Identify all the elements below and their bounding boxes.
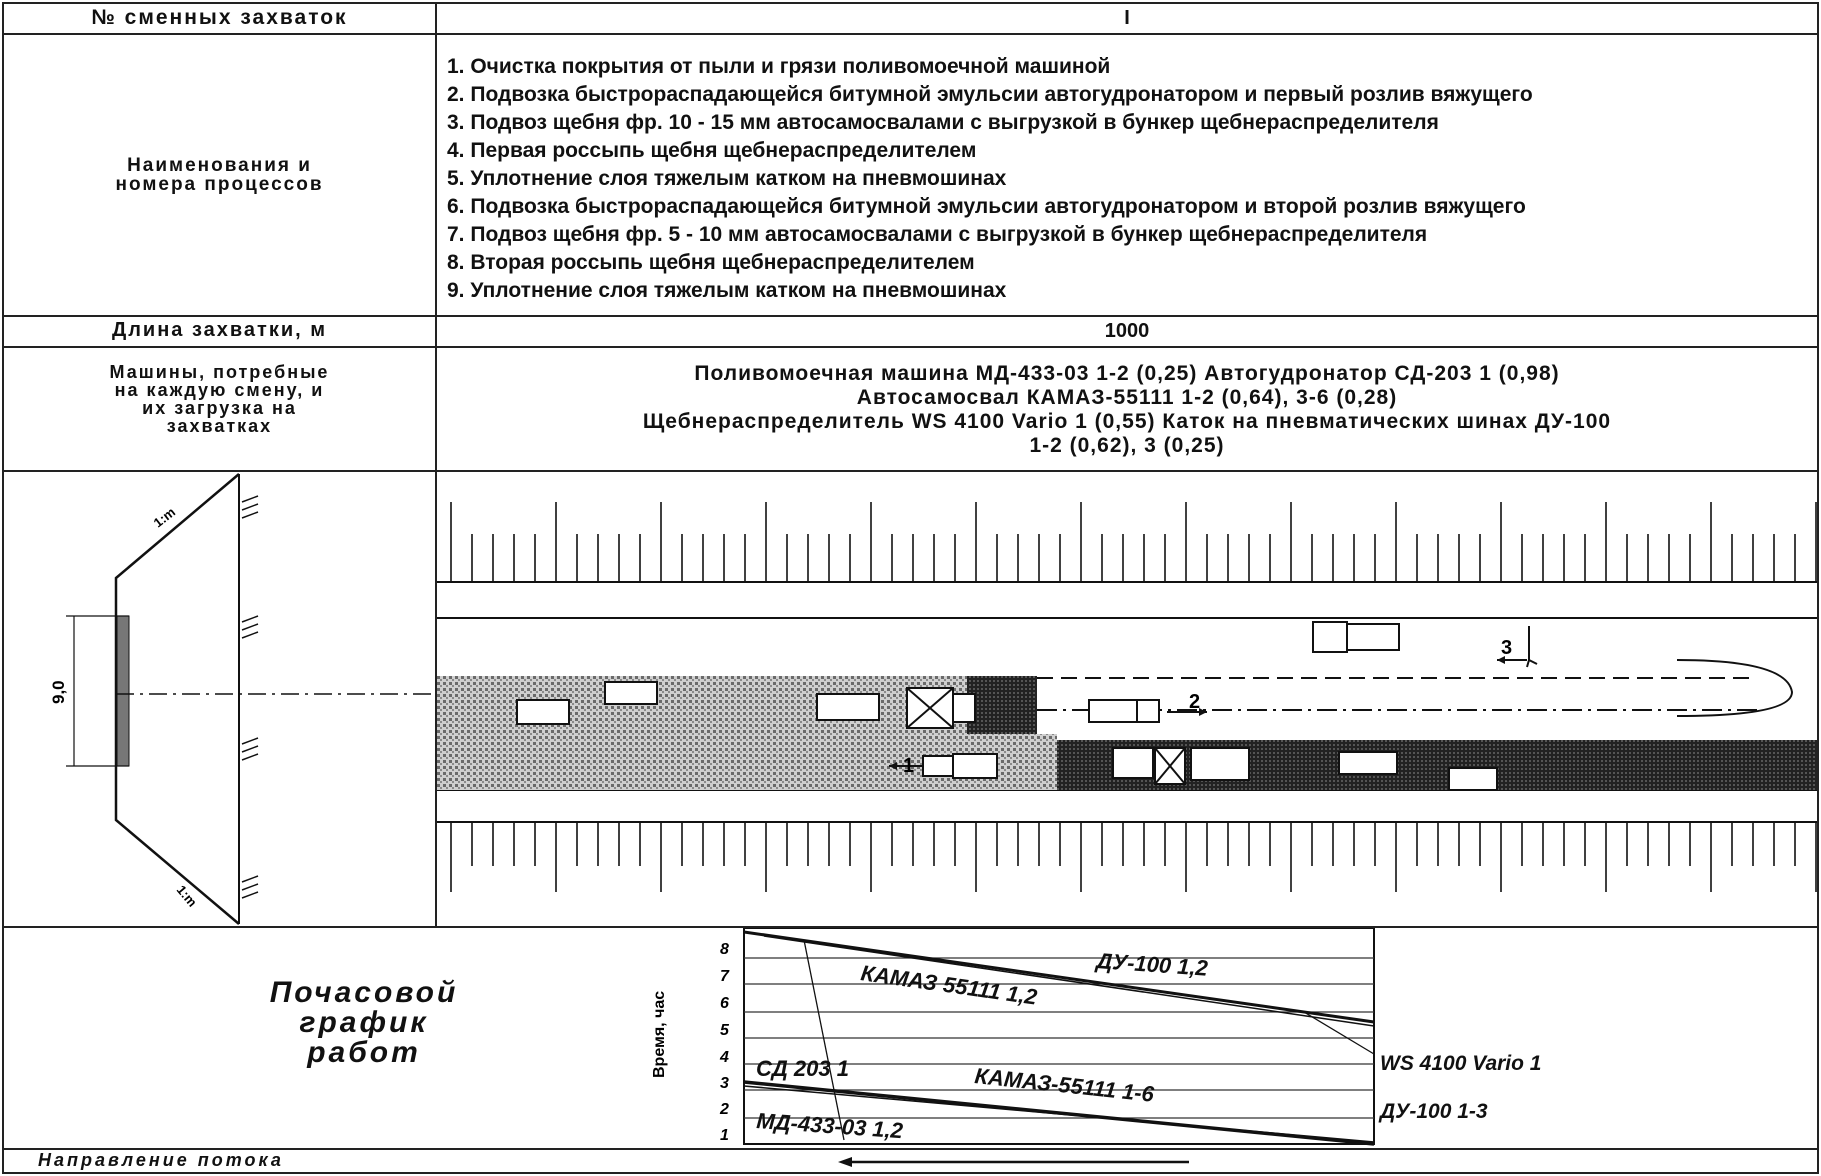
road-plan-diagram [437, 472, 1817, 926]
section-length-value: 1000 [437, 317, 1819, 348]
processes-label-line-1: Наименования и [127, 155, 312, 176]
technological-map [2, 2, 1819, 1174]
y-tick: 3 [720, 1075, 729, 1092]
process-item: 5. Уплотнение слоя тяжелым катком на пневмошинах [447, 167, 1007, 190]
pavement-layer [117, 616, 129, 766]
y-tick: 6 [720, 995, 729, 1012]
process-item: 9. Уплотнение слоя тяжелым катком на пневмошинах [447, 279, 1007, 302]
machines-line: 1-2 (0,62), 3 (0,25) [1029, 434, 1225, 457]
section-length-label: Длина захватки, м [2, 317, 437, 348]
schedule-chart [4, 928, 1817, 1148]
machines-line: Щебнераспределитель WS 4100 Vario 1 (0,55) Каток на пневматических шинах ДУ-100 [642, 410, 1612, 433]
machines-label-line: на каждую смену, и [114, 380, 325, 400]
machines-line: Автосамосвал КАМАЗ-55111 1-2 (0,64), 3-6 (0,28) [856, 386, 1398, 409]
cross-section-cell [2, 472, 437, 928]
process-item: 6. Подвозка быстрораспадающейся битумной эмульсии автогудронатором и второй розлив вяжущего [447, 195, 1526, 218]
arrow-3-label: 3 [1501, 637, 1513, 659]
processes-label [2, 35, 437, 317]
y-tick: 8 [720, 941, 729, 958]
distributor-vehicle [923, 756, 953, 776]
top-shoulder-ticks [451, 502, 1816, 582]
shift-sections-label: № сменных захваток [2, 2, 437, 35]
y-axis-label: Время, час [651, 990, 668, 1078]
slope-label-bottom: 1:m [173, 882, 201, 910]
machines-line: Поливомоечная машина МД-433-03 1-2 (0,25) Автогудронатор СД-203 1 (0,98) [694, 362, 1560, 385]
process-item: 2. Подвозка быстрораспадающейся битумной эмульсии автогудронатором и первый розлив вяжущего [447, 83, 1533, 106]
process-item: 4. Первая россыпь щебня щебнераспределителем [447, 139, 977, 162]
road-plan-cell [437, 472, 1819, 928]
cross-section-diagram [4, 472, 435, 926]
edge-hatching [242, 496, 258, 898]
process-item: 7. Подвоз щебня фр. 5 - 10 мм автосамосвалами с выгрузкой в бункер щебнераспределителя [447, 223, 1428, 246]
y-tick: 2 [720, 1101, 729, 1118]
label-du100-12: ДУ-100 1,2 [1095, 948, 1209, 981]
flow-arrow [4, 1150, 1817, 1172]
machines-label-line: их загрузка на [142, 398, 297, 418]
flow-arrow-head [838, 1157, 852, 1167]
flow-row [2, 1150, 1819, 1174]
y-tick: 7 [720, 968, 729, 985]
embankment-outline [116, 474, 239, 924]
label-ws4100: WS 4100 Vario 1 [1380, 1052, 1542, 1075]
truck-vehicle [1313, 622, 1347, 652]
roller-vehicle [605, 682, 657, 704]
sd203-line [804, 940, 844, 1140]
y-tick-labels [719, 941, 730, 1144]
label-md433: МД-433-03 1,2 [755, 1108, 904, 1144]
process-list [437, 35, 1819, 317]
process-item: 8. Вторая россыпь щебня щебнераспределителем [447, 251, 975, 274]
arrow-2-label: 2 [1189, 691, 1201, 713]
schedule-title-line: работ [307, 1036, 421, 1069]
roller-vehicle [1449, 768, 1497, 790]
machines-label-line: захватках [166, 416, 273, 436]
label-sd203: СД 203 1 [756, 1056, 849, 1081]
y-tick: 4 [720, 1049, 729, 1066]
schedule-row [2, 928, 1819, 1150]
machines-label [2, 348, 437, 472]
label-du100-13: ДУ-100 1-3 [1380, 1100, 1488, 1123]
truck-vehicle [817, 694, 879, 720]
process-item: 3. Подвоз щебня фр. 10 - 15 мм автосамосвалами с выгрузкой в бункер щебнераспределителя [447, 111, 1439, 134]
bottom-shoulder-ticks [451, 822, 1816, 892]
schedule-title-line: Почасовой [269, 976, 459, 1009]
upper-lane-fresh-chips [967, 676, 1037, 734]
turnaround-loop [1677, 660, 1792, 716]
process-item: 1. Очистка покрытия от пыли и грязи поливомоечной машиной [447, 55, 1111, 78]
roller-vehicle [517, 700, 569, 724]
machines-label-line: Машины, потребные [109, 362, 330, 382]
label-kamaz-16: КАМАЗ-55111 1-6 [973, 1063, 1156, 1107]
du100-12-line [744, 932, 1374, 1022]
flow-direction-label: Направление потока [38, 1150, 284, 1170]
width-label: 9,0 [49, 680, 68, 704]
schedule-title-line: график [299, 1006, 429, 1039]
shift-sections-value: I [437, 2, 1819, 35]
y-tick: 1 [720, 1127, 729, 1144]
slope-label-top: 1:m [150, 504, 179, 531]
spreader-vehicle [1113, 748, 1153, 778]
distributor-vehicle [1089, 700, 1137, 722]
processes-label-line-2: номера процессов [115, 174, 324, 195]
label-kamaz-12: КАМАЗ 55111 1,2 [859, 960, 1039, 1010]
truck-vehicle [1191, 748, 1249, 780]
machines-list [437, 348, 1819, 472]
arrow-1-label: 1 [903, 755, 915, 777]
y-tick: 5 [720, 1022, 729, 1039]
roller-vehicle [1339, 752, 1397, 774]
